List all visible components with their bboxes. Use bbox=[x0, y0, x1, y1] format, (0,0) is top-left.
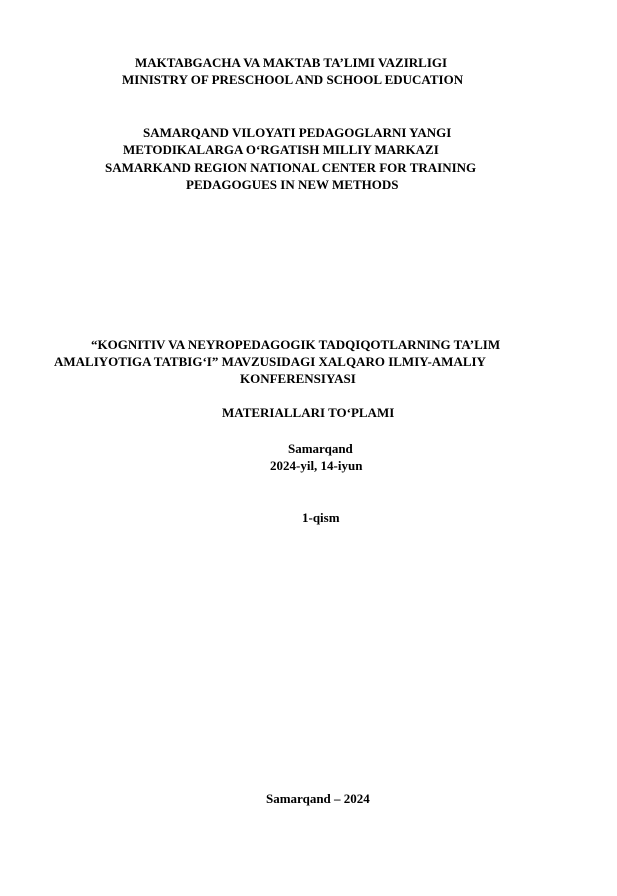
center-name-en-line2: PEDAGOGUES IN NEW METHODS bbox=[186, 177, 399, 192]
conference-title-line1: “KOGNITIV VA NEYROPEDAGOGIK TADQIQOTLARNING TA’LIM bbox=[91, 337, 501, 352]
ministry-name-uz: MAKTABGACHA VA MAKTAB TA’LIMI VAZIRLIGI bbox=[135, 55, 448, 70]
conference-title-line2: AMALIYOTIGA TATBIG‘I” MAVZUSIDAGI XALQARO ILMIY-AMALIY bbox=[54, 354, 486, 369]
collection-title: MATERIALLARI TO‘PLAMI bbox=[222, 405, 395, 420]
center-name-uz-line2: METODIKALARGA O‘RGATISH MILLIY MARKAZI bbox=[123, 142, 439, 157]
event-city: Samarqand bbox=[288, 441, 353, 456]
part-number: 1-qism bbox=[302, 510, 340, 525]
center-name-en-line1: SAMARKAND REGION NATIONAL CENTER FOR TRAINING bbox=[105, 160, 477, 175]
center-name-uz-line1: SAMARQAND VILOYATI PEDAGOGLARNI YANGI bbox=[143, 125, 452, 140]
footer-city-year: Samarqand – 2024 bbox=[266, 791, 370, 806]
ministry-name-en: MINISTRY OF PRESCHOOL AND SCHOOL EDUCATION bbox=[122, 72, 464, 87]
conference-title-line3: KONFERENSIYASI bbox=[240, 371, 356, 386]
event-date: 2024-yil, 14-iyun bbox=[270, 458, 363, 473]
